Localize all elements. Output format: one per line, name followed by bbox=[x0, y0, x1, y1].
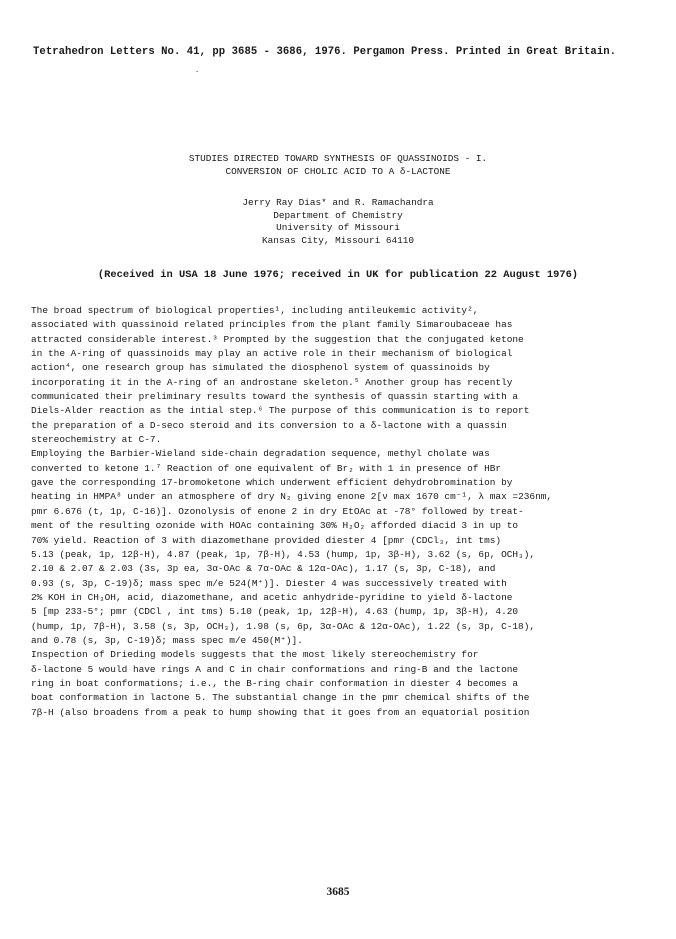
body-line: Diels-Alder reaction as the intial step.⁶ The purpose of this communication is to report bbox=[31, 405, 530, 417]
body-line: communicated their preliminary results toward the synthesis of quassin starting with a bbox=[31, 391, 519, 403]
body-line: Employing the Barbier-Wieland side-chain degradation sequence, methyl cholate was bbox=[31, 448, 490, 460]
body-line: attracted considerable interest.³ Prompted by the suggestion that the conjugated ketone bbox=[31, 333, 524, 345]
body-line: 2% KOH in CH₃OH, acid, diazomethane, and acetic anhydride-pyridine to yield δ-lactone bbox=[31, 591, 513, 603]
body-line: stereochemistry at C-7. bbox=[31, 434, 162, 446]
body-line: action⁴, one research group has simulated the diosphenol system of quassinoids by bbox=[31, 362, 490, 374]
author-department: Department of Chemistry bbox=[273, 209, 403, 221]
author-block bbox=[0, 197, 676, 247]
body-line: ment of the resulting ozonide with HOAc containing 30% H₂O₂ afforded diacid 3 in up to bbox=[31, 520, 519, 532]
title-block bbox=[0, 153, 676, 178]
body-line: ring in boat conformations; i.e., the B-ring chair conformation in diester 4 becomes a bbox=[31, 677, 519, 689]
page-number: 3685 bbox=[326, 886, 350, 898]
body-text bbox=[31, 304, 643, 720]
title-line-2: CONVERSION OF CHOLIC ACID TO A δ-LACTONE bbox=[225, 165, 451, 177]
body-line: in the A-ring of quassinoids may play an active role in their mechanism of biological bbox=[31, 348, 513, 360]
body-line: gave the corresponding 17-bromoketone which underwent efficient dehydrobromination by bbox=[31, 477, 513, 489]
body-line: pmr 6.676 (t, 1p, C-16)]. Ozonolysis of enone 2 in dry EtOAc at -78° followed by treat- bbox=[31, 505, 524, 517]
author-university: University of Missouri bbox=[276, 222, 400, 233]
body-line: the preparation of a D-seco steroid and its conversion to a δ-lactone with a quassin bbox=[31, 419, 507, 431]
body-line: 5.13 (peak, 1p, 12β-H), 4.87 (peak, 1p, 7β-H), 4.53 (hump, 1p, 3β-H), 3.62 (s, 6p, OCH₃), bbox=[31, 548, 536, 560]
body-line: boat conformation in lactone 5. The substantial change in the pmr chemical shifts of the bbox=[31, 692, 530, 704]
body-line: 7β-H (also broadens from a peak to hump showing that it goes from an equatorial position bbox=[31, 706, 530, 718]
body-line: δ-lactone 5 would have rings A and C in chair conformations and ring-B and the lactone bbox=[31, 663, 519, 675]
author-names: Jerry Ray Dias* and R. Ramachandra bbox=[242, 197, 434, 208]
body-line: The broad spectrum of biological properties¹, including antileukemic activity², bbox=[31, 305, 479, 316]
body-line: Inspection of Drieding models suggests that the most likely stereochemistry for bbox=[31, 649, 479, 661]
body-line: (hump, 1p, 7β-H), 3.58 (s, 3p, OCH₃), 1.98 (s, 6p, 3α-OAc & 12α-OAc), 1.22 (s, 3p, C-18), bbox=[31, 620, 536, 632]
body-line: incorporating it in the A-ring of an androstane skeleton.⁵ Another group has recently bbox=[31, 376, 513, 388]
received-dates: (Received in USA 18 June 1976; received in UK for publication 22 August 1976) bbox=[97, 269, 579, 281]
body-line: 2.10 & 2.07 & 2.03 (3s, 3p ea, 3α-OAc & 7α-OAc & 12α-OAc), 1.17 (s, 3p, C-18), and bbox=[31, 563, 496, 575]
author-city: Kansas City, Missouri 64110 bbox=[262, 234, 414, 246]
journal-header: Tetrahedron Letters No. 41, pp 3685 - 3686, 1976. Pergamon Press. Printed in Great Britain. bbox=[33, 46, 617, 58]
title-line-1: STUDIES DIRECTED TOWARD SYNTHESIS OF QUASSINOIDS - I. bbox=[188, 153, 488, 164]
body-line: 5 [mp 233-5°; pmr (CDCl , int tms) 5.10 (peak, 1p, 12β-H), 4.63 (hump, 1p, 3β-H), 4.20 bbox=[31, 606, 519, 618]
stray-mark: · bbox=[195, 68, 200, 76]
body-line: 70% yield. Reaction of 3 with diazomethane provided diester 4 [pmr (CDCl₃, int tms) bbox=[31, 534, 502, 546]
body-line: and 0.78 (s, 3p, C-19)δ; mass spec m/e 450(M⁺)]. bbox=[31, 634, 303, 646]
body-line: associated with quassinoid related principles from the plant family Simaroubaceae has bbox=[31, 319, 513, 331]
body-line: heating in HMPA⁸ under an atmosphere of dry N₂ giving enone 2[ν max 1670 cm⁻¹, λ max =236nm, bbox=[31, 491, 553, 503]
body-line: 0.93 (s, 3p, C-19)δ; mass spec m/e 524(M⁺)]. Diester 4 was successively treated with bbox=[31, 577, 507, 589]
body-line: converted to ketone 1.⁷ Reaction of one equivalent of Br₂ with 1 in presence of HBr bbox=[31, 462, 502, 474]
